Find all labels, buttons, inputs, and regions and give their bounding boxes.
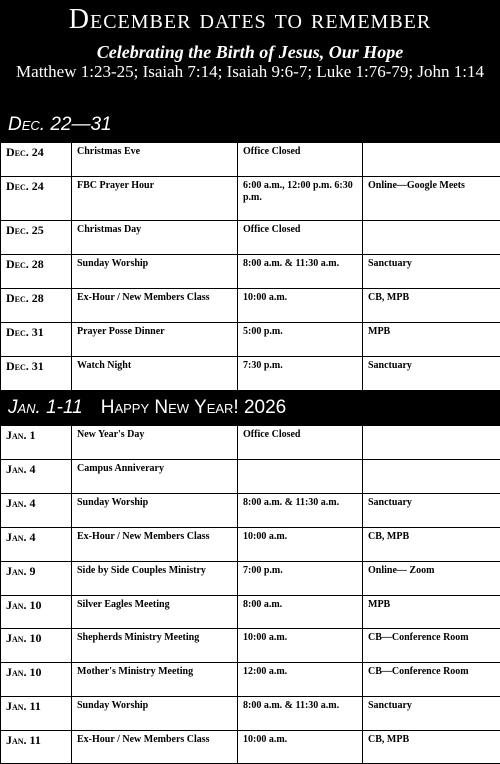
events-table-body: [1, 426, 500, 764]
event-cell: Sunday Worship: [72, 255, 238, 289]
table-row: [1, 460, 500, 494]
event-cell: Ex-Hour / New Members Class: [72, 289, 238, 323]
event-cell: New Year's Day: [72, 426, 238, 460]
table-row: [1, 697, 500, 731]
time-cell: 5:00 p.m.: [238, 323, 363, 357]
event-cell: Watch Night: [72, 357, 238, 391]
date-cell: Jan. 10: [1, 629, 72, 663]
location-cell: CB, MPB: [363, 289, 500, 323]
location-cell: Online— Zoom: [363, 561, 500, 595]
page-title: December dates to remember: [0, 4, 500, 36]
location-cell: Sanctuary: [363, 255, 500, 289]
table-row: [1, 255, 500, 289]
date-cell: Jan. 10: [1, 595, 72, 629]
page-header: [0, 0, 500, 108]
date-cell: Jan. 11: [1, 697, 72, 731]
date-cell: Dec. 31: [1, 357, 72, 391]
location-cell: CB—Conference Room: [363, 629, 500, 663]
location-cell: [363, 221, 500, 255]
scripture-references: Matthew 1:23-25; Isaiah 7:14; Isaiah 9:6-7; Luke 1:76-79; John 1:14: [0, 62, 500, 82]
table-row: [1, 561, 500, 595]
events-table-body: [1, 143, 500, 391]
event-cell: Campus Anniverary: [72, 460, 238, 494]
location-cell: CB—Conference Room: [363, 663, 500, 697]
date-cell: Jan. 9: [1, 561, 72, 595]
location-cell: MPB: [363, 323, 500, 357]
location-cell: Sanctuary: [363, 493, 500, 527]
events-table-january: [0, 425, 500, 764]
table-row: [1, 493, 500, 527]
table-row: [1, 289, 500, 323]
event-cell: Ex-Hour / New Members Class: [72, 527, 238, 561]
location-cell: CB, MPB: [363, 730, 500, 764]
time-cell: 8:00 a.m. & 11:30 a.m.: [238, 493, 363, 527]
date-cell: Jan. 10: [1, 663, 72, 697]
time-cell: 8:00 a.m.: [238, 595, 363, 629]
table-row: [1, 323, 500, 357]
date-cell: Jan. 4: [1, 527, 72, 561]
time-cell: [238, 460, 363, 494]
section-greeting: Happy New Year! 2026: [101, 397, 287, 419]
table-row: [1, 527, 500, 561]
event-cell: Side by Side Couples Ministry: [72, 561, 238, 595]
location-cell: Online—Google Meets: [363, 177, 500, 221]
table-row: [1, 730, 500, 764]
time-cell: Office Closed: [238, 426, 363, 460]
date-cell: Jan. 1: [1, 426, 72, 460]
location-cell: Sanctuary: [363, 697, 500, 731]
table-row: [1, 221, 500, 255]
date-cell: Dec. 24: [1, 177, 72, 221]
section-bar-december: [0, 108, 500, 142]
time-cell: Office Closed: [238, 143, 363, 177]
event-cell: Ex-Hour / New Members Class: [72, 730, 238, 764]
event-cell: Christmas Day: [72, 221, 238, 255]
date-cell: Jan. 4: [1, 493, 72, 527]
location-cell: MPB: [363, 595, 500, 629]
table-row: [1, 629, 500, 663]
date-cell: Jan. 11: [1, 730, 72, 764]
location-cell: CB, MPB: [363, 527, 500, 561]
page-subtitle: Celebrating the Birth of Jesus, Our Hope: [0, 42, 500, 62]
date-cell: Dec. 28: [1, 255, 72, 289]
event-cell: FBC Prayer Hour: [72, 177, 238, 221]
time-cell: 8:00 a.m. & 11:30 a.m.: [238, 697, 363, 731]
time-cell: 6:00 a.m., 12:00 p.m. 6:30 p.m.: [238, 177, 363, 221]
event-cell: Christmas Eve: [72, 143, 238, 177]
time-cell: Office Closed: [238, 221, 363, 255]
location-cell: Sanctuary: [363, 357, 500, 391]
location-cell: [363, 426, 500, 460]
date-cell: Dec. 28: [1, 289, 72, 323]
table-row: [1, 595, 500, 629]
event-cell: Sunday Worship: [72, 493, 238, 527]
location-cell: [363, 460, 500, 494]
section-range: Dec. 22—31: [8, 114, 112, 136]
table-row: [1, 177, 500, 221]
date-cell: Dec. 31: [1, 323, 72, 357]
table-row: [1, 357, 500, 391]
time-cell: 7:00 p.m.: [238, 561, 363, 595]
event-cell: Prayer Posse Dinner: [72, 323, 238, 357]
date-cell: Dec. 24: [1, 143, 72, 177]
event-cell: Shepherds Ministry Meeting: [72, 629, 238, 663]
location-cell: [363, 143, 500, 177]
event-cell: Sunday Worship: [72, 697, 238, 731]
time-cell: 10:00 a.m.: [238, 289, 363, 323]
date-cell: Dec. 25: [1, 221, 72, 255]
events-table-december: [0, 142, 500, 391]
time-cell: 10:00 a.m.: [238, 527, 363, 561]
time-cell: 10:00 a.m.: [238, 730, 363, 764]
section-bar-january: [0, 391, 500, 425]
table-row: [1, 663, 500, 697]
event-cell: Silver Eagles Meeting: [72, 595, 238, 629]
time-cell: 10:00 a.m.: [238, 629, 363, 663]
date-cell: Jan. 4: [1, 460, 72, 494]
time-cell: 8:00 a.m. & 11:30 a.m.: [238, 255, 363, 289]
table-row: [1, 143, 500, 177]
section-range: Jan. 1-11: [8, 397, 83, 419]
time-cell: 12:00 a.m.: [238, 663, 363, 697]
time-cell: 7:30 p.m.: [238, 357, 363, 391]
event-cell: Mother's Ministry Meeting: [72, 663, 238, 697]
table-row: [1, 426, 500, 460]
